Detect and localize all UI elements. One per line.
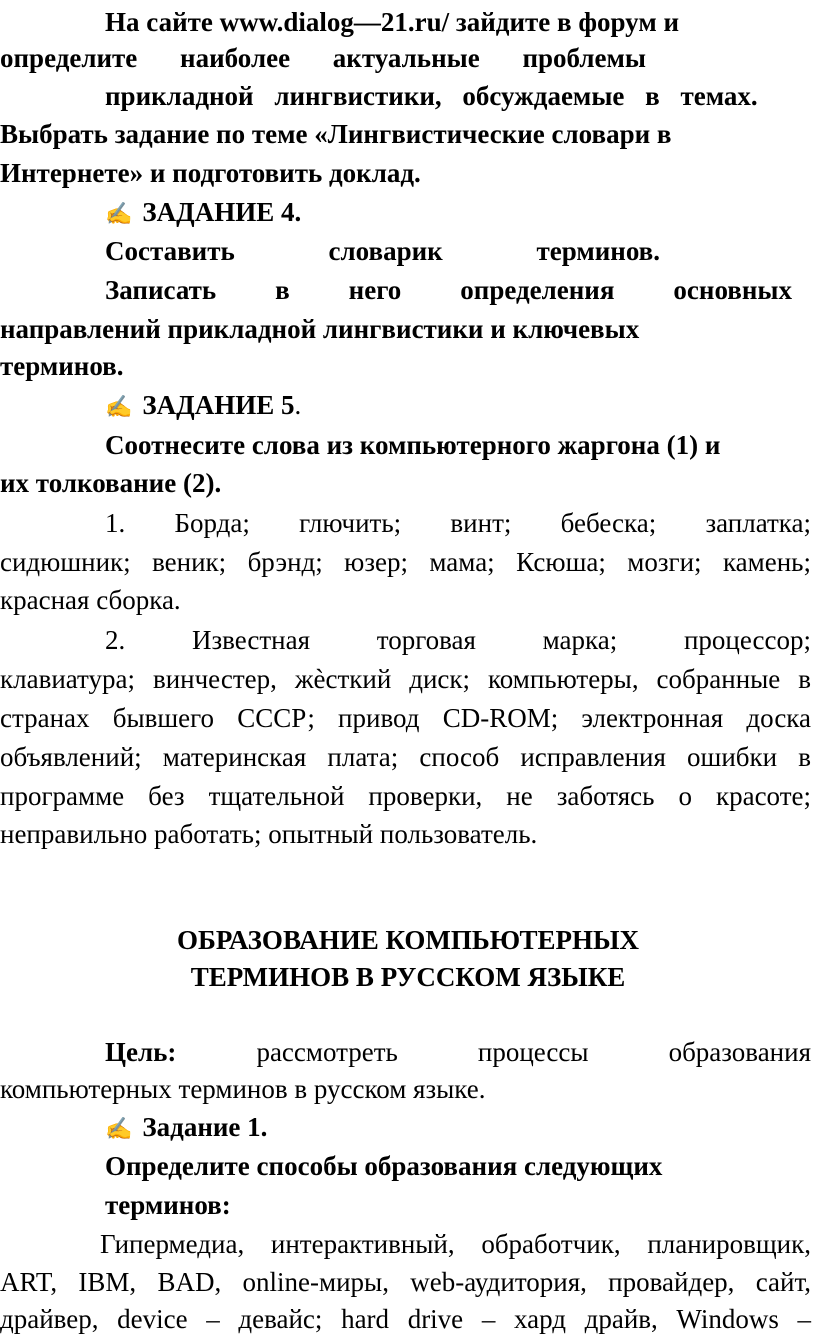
task1-line-1: Определите способы образования следующих [105, 1151, 663, 1181]
task1-heading [105, 1107, 805, 1149]
task1-heading-text: Задание 1. [142, 1112, 268, 1142]
task4-line-3: направлений прикладной лингвистики и ключевых [0, 314, 640, 344]
pencil-icon: ✍ [105, 1116, 133, 1141]
intro-line-2: определите наиболее актуальные проблемы [0, 43, 646, 73]
task5-heading-dot: . [294, 390, 302, 420]
intro-line-3: прикладной лингвистики, обсуждаемые в темах. [105, 81, 758, 111]
task1-line-2: терминов: [105, 1190, 231, 1220]
list2-line-3: странах бывшего СССР; привод CD-ROM; электронная доска [0, 703, 811, 733]
task4-line-1: Составить словарик терминов. [105, 236, 660, 266]
list1-line-2: сидюшник; веник; брэнд; юзер; мама; Ксюша; мозги; камень; [0, 547, 811, 577]
goal-line-2: компьютерных терминов в русском языке. [0, 1074, 486, 1104]
goal-line-1 [105, 1032, 811, 1072]
task5-line-2: их толкование (2). [0, 468, 222, 498]
goal-label: Цель: [105, 1037, 177, 1067]
list2-line-4: объявлений; материнская плата; способ исправления ошибки в [0, 742, 811, 772]
goal-text-1: рассмотреть процессы образования [256, 1037, 811, 1067]
section-title-line-2: ТЕРМИНОВ В РУССКОМ ЯЗЫКЕ [190, 962, 626, 992]
intro-line-4: Выбрать задание по теме «Лингвистические словари в [0, 119, 672, 149]
list2-line-5: программе без тщательной проверки, не заботясь о красоте; [0, 781, 811, 811]
task4-heading [105, 192, 805, 234]
task5-heading-text: ЗАДАНИЕ 5 [142, 390, 295, 420]
list1-line-3: красная сборка. [0, 585, 181, 615]
pencil-icon: ✍ [105, 394, 133, 419]
task4-heading-text: ЗАДАНИЕ 4. [142, 197, 302, 227]
list2-line-2: клавиатура; винчестер, жѐсткий диск; компьютеры, собранные в [0, 664, 811, 694]
task5-line-1: Соотнесите слова из компьютерного жаргона (1) и [105, 430, 721, 460]
list1-line-1: 1. Борда; глючить; винт; бебеска; заплатка; [105, 508, 811, 538]
pencil-icon: ✍ [105, 201, 133, 226]
task4-line-2: Записать в него определения основных [105, 275, 792, 305]
intro-line-1: На сайте www.dialog—21.ru/ зайдите в форум и [105, 7, 680, 37]
list2-line-1: 2. Известная торговая марка; процессор; [105, 625, 811, 655]
intro-line-5: Интернете» и подготовить доклад. [0, 158, 421, 188]
terms-line-3: драйвер, device – девайс; hard drive – хард драйв, Windows – [0, 1304, 811, 1334]
task5-heading [105, 385, 805, 427]
list2-line-6: неправильно работать; опытный пользователь. [0, 819, 538, 849]
task4-line-4: терминов. [0, 351, 124, 381]
terms-line-1: Гипермедиа, интерактивный, обработчик, планировщик, [100, 1229, 811, 1259]
terms-line-2: ART, IBM, BAD, online-миры, web-аудитория, провайдер, сайт, [0, 1267, 811, 1297]
section-title-line-1: ОБРАЗОВАНИЕ КОМПЬЮТЕРНЫХ [176, 925, 640, 955]
